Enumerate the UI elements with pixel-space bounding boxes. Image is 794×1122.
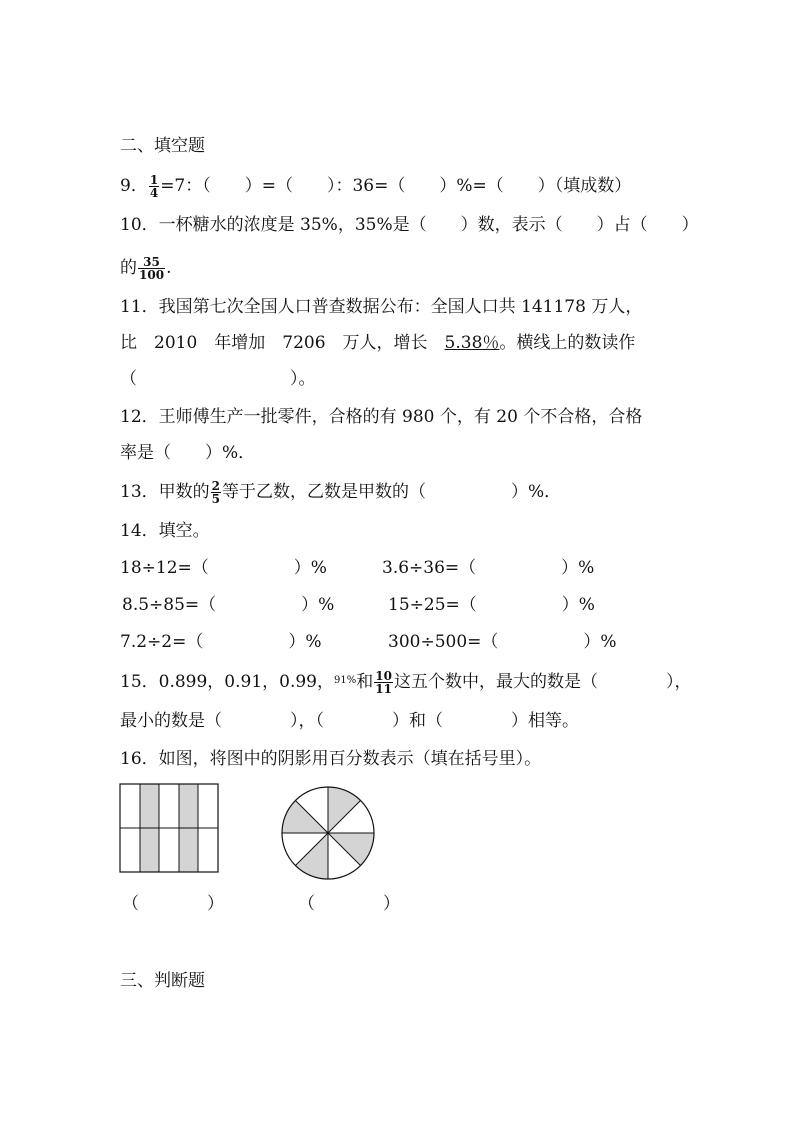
q14-item-3: 8.5÷85=（ ）%: [122, 595, 335, 615]
section-heading-fill-blank: 二、填空题: [120, 136, 205, 156]
q14-item-5: 7.2÷2=（ ）%: [120, 632, 322, 652]
section-heading-true-false: 三、判断题: [120, 971, 205, 991]
shaded-circle-figure: [278, 783, 378, 883]
question-12-line-1: 12．王师傅生产一批零件，合格的有 980 个，有 20 个不合格，合格: [120, 407, 643, 427]
question-15-line-1: 15．0.899，0.91，0.99，$^{91\%}$和 $\frac{10}{11}$ 这五个数中，最大的数是（ ），: [120, 669, 692, 696]
shaded-sector: [295, 833, 328, 879]
question-13: 13．甲数的 $\frac{2}{5}$ 等于乙数，乙数是甲数的（ ）%．: [120, 479, 562, 506]
shaded-sector: [328, 833, 374, 866]
q14-item-6: 300÷500=（ ）%: [388, 632, 617, 652]
question-10-line-2: 的 $\frac{35}{100}$ .: [120, 255, 172, 282]
q14-item-1: 18÷12=（ ）%: [120, 558, 327, 578]
figure-2-answer-blank: （ ）: [298, 894, 400, 914]
q14-item-4: 15÷25=（ ）%: [388, 595, 595, 615]
question-9-text: =7：（ ）=（ ）：36=（ ）%=（ ）（填成数）: [160, 176, 632, 196]
question-11-answer-blank: （ ）。: [120, 369, 316, 389]
shaded-grid-figure: [119, 783, 221, 873]
question-12-line-2: 率是（ ）%．: [120, 443, 256, 463]
question-15-line-2: 最小的数是（ ），（ ）和（ ）相等。: [120, 711, 579, 731]
underlined-percent: 5.38％: [444, 333, 500, 353]
fraction-one-quarter: $\frac{1}{4}$: [149, 173, 159, 200]
small-percent: 91%: [334, 675, 357, 686]
fraction-two-fifths: $\frac{2}{5}$: [211, 479, 220, 506]
fraction-35-100: $\frac{35}{100}$: [139, 255, 165, 282]
q14-item-2: 3.6÷36=（ ）%: [382, 558, 595, 578]
figure-1-answer-blank: （ ）: [122, 894, 224, 914]
fraction-10-11: $\frac{10}{11}$: [375, 669, 392, 696]
question-16-title: 16．如图，将图中的阴影用百分数表示（填在括号里）。: [120, 749, 542, 769]
question-14-title: 14．填空。: [120, 521, 210, 541]
question-10-line-1: 10．一杯糖水的浓度是 35%，35%是（ ）数，表示（ ）占（ ）: [120, 215, 699, 235]
shaded-sector: [282, 800, 328, 833]
question-11-line-2: 比 2010 年增加 7206 万人，增长 5.38％。横线上的数读作: [120, 333, 636, 353]
shaded-sector: [328, 787, 361, 833]
question-11-line-1: 11．我国第七次全国人口普查数据公布：全国人口共 141178 万人，: [120, 297, 643, 317]
question-9: [120, 174, 631, 199]
question-9-number: 9．: [120, 176, 148, 196]
